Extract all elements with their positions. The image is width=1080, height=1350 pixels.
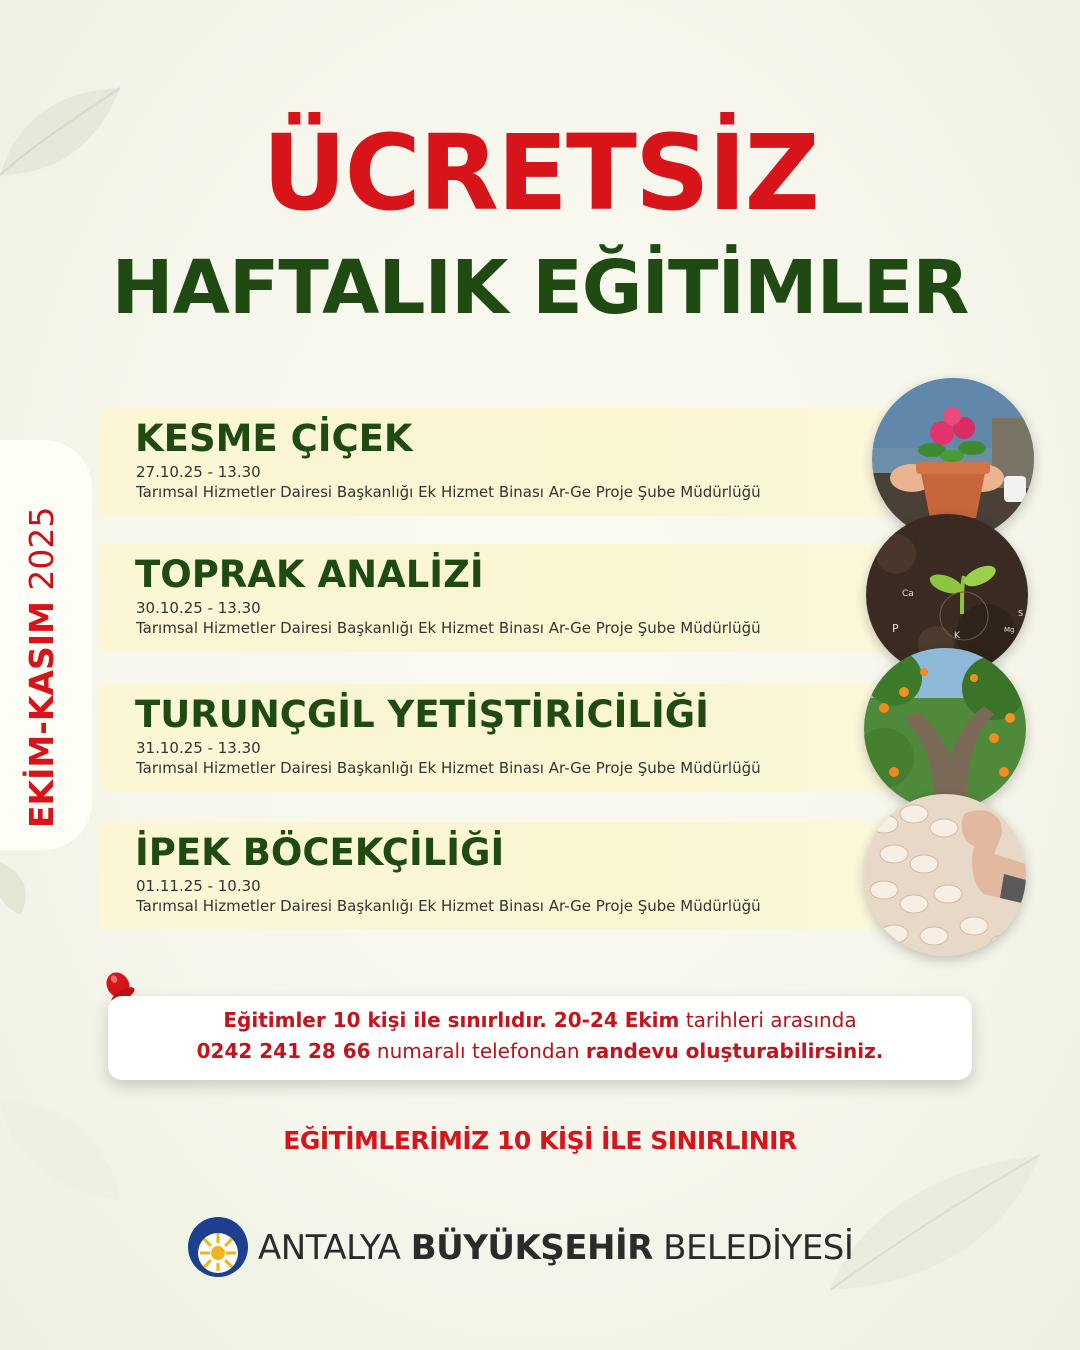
training-title: İPEK BÖCEKÇİLİĞİ [135, 831, 505, 874]
municipality-name [258, 1226, 853, 1270]
notice-limit-text: Eğitimler 10 kişi ile sınırlıdır. 20-24 Ekim [223, 1008, 680, 1032]
logo-word-buyuksehir: BÜYÜKŞEHİR [410, 1228, 653, 1268]
orange-tree-photo [864, 648, 1026, 810]
training-item [100, 544, 900, 652]
side-label-year: 2025 [22, 506, 61, 602]
training-title: TOPRAK ANALİZİ [135, 553, 484, 596]
training-location: Tarımsal Hizmetler Dairesi Başkanlığı Ek Hizmet Binası Ar-Ge Proje Şube Müdürlüğü [136, 619, 761, 637]
soil-label-p: P [892, 622, 899, 635]
training-date: 27.10.25 - 13.30 [136, 463, 261, 481]
soil-label-s: S [1018, 609, 1024, 618]
main-title: ÜCRETSİZ [262, 112, 818, 234]
capacity-note: EĞİTİMLERİMİZ 10 KİŞİ İLE SINIRLINIR [283, 1126, 797, 1155]
notice-date-range-text: tarihleri arasında [679, 1008, 857, 1032]
training-title: KESME ÇİÇEK [135, 417, 413, 460]
leaf-left-decoration [0, 850, 50, 920]
training-item [100, 408, 900, 516]
silk-cocoon-photo [864, 794, 1026, 956]
subtitle: HAFTALIK EĞİTİMLER [111, 245, 969, 331]
soil-label-k: K [954, 631, 960, 641]
notice-phone: 0242 241 28 66 [196, 1039, 371, 1063]
notice-line-1 [108, 1005, 972, 1036]
training-date: 31.10.25 - 13.30 [136, 739, 261, 757]
training-item [100, 684, 900, 792]
logo-word-belediyesi: BELEDİYESİ [652, 1228, 854, 1268]
training-item [100, 822, 900, 930]
registration-notice [108, 996, 972, 1080]
leaf-bottom-right-decoration [820, 1150, 1050, 1300]
training-location: Tarımsal Hizmetler Dairesi Başkanlığı Ek Hizmet Binası Ar-Ge Proje Şube Müdürlüğü [136, 759, 761, 777]
notice-phone-label: numaralı telefondan [370, 1039, 586, 1063]
logo-word-antalya: ANTALYA [258, 1228, 411, 1268]
training-date: 30.10.25 - 13.30 [136, 599, 261, 617]
soil-label-mg: Mg [1004, 626, 1015, 634]
side-label-months: EKİM-KASIM [22, 601, 61, 828]
training-title: TURUNÇGİL YETİŞTİRİCİLİĞİ [135, 693, 709, 736]
notice-appointment-text: randevu oluşturabilirsiniz. [585, 1039, 884, 1063]
soil-label-ca: Ca [902, 589, 914, 599]
training-date: 01.11.25 - 10.30 [136, 877, 261, 895]
training-location: Tarımsal Hizmetler Dairesi Başkanlığı Ek Hizmet Binası Ar-Ge Proje Şube Müdürlüğü [136, 897, 761, 915]
side-date-label [20, 488, 64, 828]
training-location: Tarımsal Hizmetler Dairesi Başkanlığı Ek Hizmet Binası Ar-Ge Proje Şube Müdürlüğü [136, 483, 761, 501]
municipality-logo-icon [186, 1212, 250, 1282]
notice-line-2 [108, 1036, 972, 1067]
